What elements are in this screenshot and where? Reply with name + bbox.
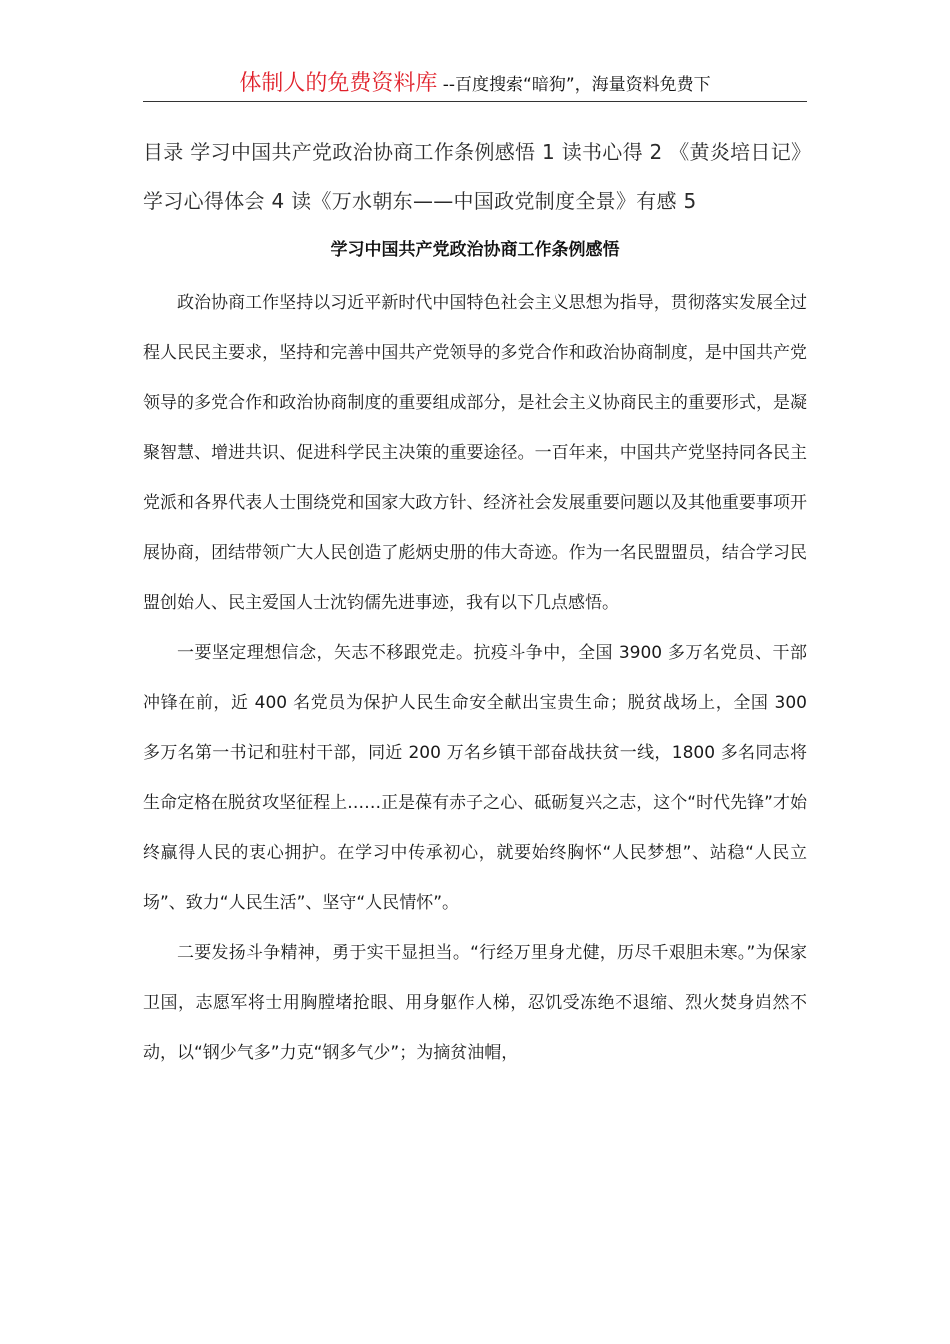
article-title: 学习中国共产党政治协商工作条例感悟 [330,240,620,260]
paragraph-second-point: 二要发扬斗争精神，勇于实干显担当。“行经万里身尤健，历尽千艰胆未寒。”为保家卫国，志愿军将士用胸膛堵抢眼、用身躯作人梯，忍饥受冻绝不退缩、烈火焚身岿然不动，以“钢少气多”力克“钢多气少”；为摘贫油帽， [143,943,807,1063]
article-body [143,278,807,1078]
page-header [143,66,807,102]
header-note: --百度搜索“暗狗”，海量资料免费下 [437,75,711,95]
paragraph-first-point: 一要坚定理想信念，矢志不移跟党走。抗疫斗争中，全国 3900 多万名党员、干部冲锋在前，近 400 名党员为保护人民生命安全献出宝贵生命；脱贫战场上，全国 300 多万名第一书记和驻村干部，同近 200 万名乡镇干部奋战扶贫一线，1800 多名同志将生命定格在脱贫攻坚征程上……正是葆有赤子之心、砥砺复兴之志，这个“时代先锋”才始终赢得人民的衷心拥护。在学习中传承初心，就要始终胸怀“人民梦想”、站稳“人民立场”、致力“人民生活”、坚守“人民情怀”。 [143,643,807,913]
paragraph-intro: 政治协商工作坚持以习近平新时代中国特色社会主义思想为指导，贯彻落实发展全过程人民民主要求，坚持和完善中国共产党领导的多党合作和政治协商制度，是中国共产党领导的多党合作和政治协商制度的重要组成部分，是社会主义协商民主的重要形式，是凝聚智慧、增进共识、促进科学民主决策的重要途径。一百年来，中国共产党坚持同各民主党派和各界代表人士围绕党和国家大政方针、经济社会发展重要问题以及其他重要事项开展协商，团结带领广大人民创造了彪炳史册的伟大奇迹。作为一名民盟盟员，结合学习民盟创始人、民主爱国人士沈钧儒先进事迹，我有以下几点感悟。 [143,293,807,613]
header-brand: 体制人的免费资料库 [239,71,438,96]
table-of-contents: 目录 学习中国共产党政治协商工作条例感悟 1 读书心得 2 《黄炎培日记》学习心得体会 4 读《万水朝东——中国政党制度全景》有感 5 [143,140,802,213]
